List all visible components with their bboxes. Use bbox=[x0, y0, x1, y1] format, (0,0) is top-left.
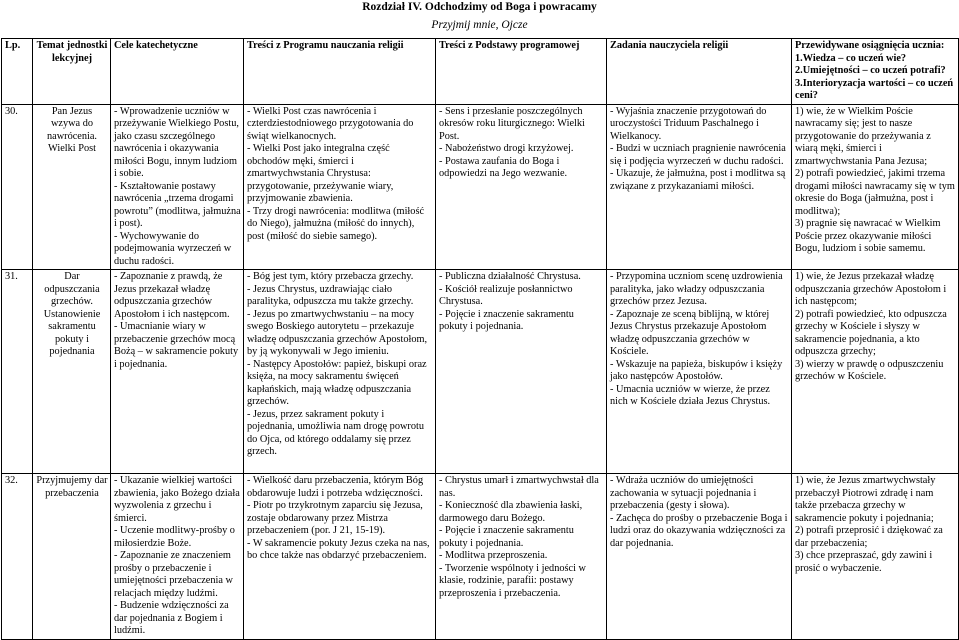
cell-outcomes bbox=[792, 270, 959, 474]
cell-text-line: Przyjmujemy dar przebaczenia bbox=[36, 475, 108, 499]
cell-goals bbox=[111, 474, 244, 640]
table-row bbox=[2, 104, 959, 270]
cell-text-line: - Pojęcie i znaczenie sakramentu pokuty i pojednania. bbox=[439, 525, 574, 549]
table-row bbox=[2, 270, 959, 474]
cell-outcomes bbox=[792, 474, 959, 640]
cell-text-line: 1) wie, że Jezus zmartwychwstały przebaczył Piotrowi zdradę i nam także przebacza grzechy w sakramencie pokuty i pojednania; bbox=[795, 475, 936, 524]
col-header-lp: Lp. bbox=[2, 39, 33, 105]
cell-text-line: - Sens i przesłanie poszczególnych okresów roku liturgicznego: Wielki Post. bbox=[439, 105, 585, 142]
cell-lp bbox=[2, 474, 33, 640]
cell-text-line: - Zapoznaje ze sceną biblijną, w której Jezus Chrystus przekazuje Apostołom władzę odpuszczania grzechów w Kościele. bbox=[610, 308, 770, 357]
cell-text-line: 2) potrafi przeprosić i dziękować za dar przebaczenia; bbox=[795, 525, 943, 549]
cell-tasks bbox=[607, 474, 792, 640]
cell-text-line: - Zapoznanie z prawdą, że Jezus przekazał władzę odpuszczania grzechów Apostołom i ich następcom. bbox=[114, 271, 230, 320]
cell-text-line: - Wielki Post czas nawrócenia i czterdziestodniowego przygotowania do świąt wielkanocnych. bbox=[247, 105, 414, 142]
cell-text-line: Dar odpuszczania grzechów. Ustanowienie sakramentu pokuty i pojednania bbox=[43, 271, 101, 357]
cell-text-line: 3) pragnie się nawracać w Wielkim Poście przez okazywanie miłości Bogu, ludziom i sobie samemu. bbox=[795, 218, 941, 254]
cell-text-line: 2) potrafi powiedzieć, jakimi trzema drogami miłości nawracamy się w tym okresie do Boga (jałmużna, post i modlitwa); bbox=[795, 168, 955, 217]
cell-text-line: - Umacnia uczniów w wierze, że przez nich w Kościele działa Jezus Chrystus. bbox=[610, 383, 771, 407]
lesson-subtitle: Przyjmij mnie, Ojcze bbox=[431, 19, 528, 31]
cell-text-line: - Wielkość daru przebaczenia, którym Bóg obdarowuje ludzi i potrzeba wdzięczności. bbox=[247, 475, 424, 499]
col-header-outcomes bbox=[792, 39, 959, 105]
cell-core bbox=[436, 104, 607, 270]
cell-text-line: 31. bbox=[5, 271, 18, 282]
cell-tasks bbox=[607, 270, 792, 474]
outcomes-header-line: 3.Interioryzacja wartości – co uczeń ceni? bbox=[795, 77, 954, 101]
cell-topic bbox=[33, 474, 111, 640]
cell-goals bbox=[111, 104, 244, 270]
cell-text-line: - Ukazanie wielkiej wartości zbawienia, jako Bożego działa wyzwolenia z grzechu i śmierci. bbox=[114, 475, 240, 524]
cell-text-line: - Wielki Post jako integralna część obchodów męki, śmierci i zmartwychwstania Chrystusa: przygotowanie, przeżywanie wiary, przyjmowanie zbawienia. bbox=[247, 143, 394, 204]
col-header-tasks: Zadania nauczyciela religii bbox=[607, 39, 792, 105]
cell-text-line: - Wdraża uczniów do umiejętności zachowania w sytuacji pojednania i przebaczenia (gesty i słowa). bbox=[610, 475, 757, 511]
cell-text-line: - Postawa zaufania do Boga i odpowiedzi na Jego wezwanie. bbox=[439, 155, 568, 179]
cell-outcomes bbox=[792, 104, 959, 270]
cell-text-line: - Tworzenie wspólnoty i jedności w klasie, rodzinie, parafii: postawy przeproszenia i przebaczenia. bbox=[439, 562, 586, 599]
cell-text-line: - Przypomina uczniom scenę uzdrowienia paralityka, jako władzy odpuszczania grzechów przez Jezusa. bbox=[610, 271, 783, 307]
cell-text-line: - Jezus Chrystus, uzdrawiając ciało paralityka, odpuszcza mu także grzechy. bbox=[247, 283, 414, 307]
col-header-core: Treści z Podstawy programowej bbox=[436, 39, 607, 105]
cell-text-line: - Pojęcie i znaczenie sakramentu pokuty i pojednania. bbox=[439, 308, 574, 332]
cell-text-line: - Bóg jest tym, który przebacza grzechy. bbox=[247, 271, 414, 282]
cell-text-line: - Trzy drogi nawrócenia: modlitwa (miłość do Niego), jałmużna (miłość do innych), post (miłość do siebie samego). bbox=[247, 205, 425, 242]
cell-program bbox=[244, 474, 436, 640]
cell-text-line: - Wskazuje na papieża, biskupów i księży jako następców Apostołów. bbox=[610, 358, 783, 382]
cell-lp bbox=[2, 104, 33, 270]
cell-text-line: 1) wie, że w Wielkim Poście nawracamy się; jest to nasze przygotowanie do przeżywania z wiarą męki, śmierci i zmartwychwstania Pana Jezusa; bbox=[795, 105, 931, 167]
table-header-row bbox=[2, 39, 959, 105]
curriculum-table bbox=[1, 38, 959, 640]
cell-text-line: - W sakramencie pokuty Jezus czeka na nas, bo chce także nas obdarzyć przebaczeniem. bbox=[247, 537, 430, 561]
chapter-title: Rozdział IV. Odchodzimy od Boga i powracamy bbox=[362, 1, 597, 13]
outcomes-header-line: Przewidywane osiągnięcia ucznia: bbox=[795, 40, 945, 51]
document-header bbox=[0, 0, 959, 32]
cell-text-line: - Zapoznanie ze znaczeniem prośby o przebaczenie i umiejętności przebaczenia w relacjach między ludźmi. bbox=[114, 550, 233, 599]
cell-core bbox=[436, 474, 607, 640]
cell-text-line: - Jezus po zmartwychwstaniu – na mocy swego Boskiego autorytetu – przekazuje władzę odpuszczania grzechów Apostołom, by ją wykonywali w Jego imieniu. bbox=[247, 308, 428, 357]
cell-text-line: 30. bbox=[5, 105, 18, 117]
cell-text-line: - Chrystus umarł i zmartwychwstał dla nas. bbox=[439, 475, 599, 499]
cell-text-line: - Modlitwa przeproszenia. bbox=[439, 550, 548, 561]
cell-text-line: - Ukazuje, że jałmużna, post i modlitwa są związane z przykazaniami miłości. bbox=[610, 168, 786, 192]
cell-text-line: - Kształtowanie postawy nawrócenia „trzema drogami powrotu” (modlitwa, jałmużna i post). bbox=[114, 180, 241, 229]
cell-text-line: - Wprowadzenie uczniów w przeżywanie Wielkiego Postu, jako czasu szczególnego nawrócenia i okazywania miłości Bogu, innym ludziom i sobie. bbox=[114, 105, 239, 179]
cell-text-line: - Uczenie modlitwy-prośby o miłosierdzie Boże. bbox=[114, 525, 235, 549]
cell-text-line: - Budzi w uczniach pragnienie nawrócenia się i podjęcia wyrzeczeń w duchu radości. bbox=[610, 143, 786, 167]
cell-text-line: - Publiczna działalność Chrystusa. bbox=[439, 271, 581, 282]
cell-text-line: 3) wierzy w prawdę o odpuszczeniu grzechów w Kościele. bbox=[795, 358, 944, 382]
col-header-goals: Cele katechetyczne bbox=[111, 39, 244, 105]
cell-text-line: - Kościół realizuje posłannictwo Chrystusa. bbox=[439, 283, 573, 307]
outcomes-header-line: 1.Wiedza – co uczeń wie? bbox=[795, 52, 907, 64]
cell-program bbox=[244, 104, 436, 270]
cell-text-line: - Jezus, przez sakrament pokuty i pojednania, umożliwia nam drogę powrotu do Ojca, od którego oddalamy się przez grzech. bbox=[247, 408, 425, 457]
cell-core bbox=[436, 270, 607, 474]
cell-program bbox=[244, 270, 436, 474]
cell-text-line: 3) chce przepraszać, gdy zawini i prosić o wybaczenie. bbox=[795, 550, 933, 574]
cell-text-line: - Wychowywanie do podejmowania wyrzeczeń w duchu radości. bbox=[114, 230, 232, 267]
col-header-program: Treści z Programu nauczania religii bbox=[244, 39, 436, 105]
cell-text-line: - Wyjaśnia znaczenie przygotowań do uroczystości Triduum Paschalnego i Wielkanocy. bbox=[610, 105, 767, 142]
cell-text-line: - Konieczność dla zbawienia łaski, darmowego daru Bożego. bbox=[439, 500, 583, 524]
cell-text-line: 2) potrafi powiedzieć, kto odpuszcza grzechy w Kościele i słyszy w sakramencie pojednania, a kto odpuszcza grzechy; bbox=[795, 308, 947, 357]
cell-topic bbox=[33, 104, 111, 270]
outcomes-header-line: 2.Umiejętności – co uczeń potrafi? bbox=[795, 65, 946, 76]
cell-text-line: - Nabożeństwo drogi krzyżowej. bbox=[439, 143, 574, 154]
cell-text-line: Pan Jezus wzywa do nawrócenia. Wielki Post bbox=[46, 105, 98, 154]
cell-text-line: - Budzenie wdzięczności za dar pojednania z Bogiem i ludźmi. bbox=[114, 600, 229, 636]
table-row bbox=[2, 474, 959, 640]
cell-topic bbox=[33, 270, 111, 474]
col-header-topic: Temat jednostki lekcyjnej bbox=[33, 39, 111, 105]
cell-lp bbox=[2, 270, 33, 474]
cell-text-line: - Umacnianie wiary w przebaczenie grzechów mocą Bożą – w sakramencie pokuty i pojednania. bbox=[114, 321, 239, 370]
cell-tasks bbox=[607, 104, 792, 270]
cell-text-line: - Zachęca do prośby o przebaczenie Boga i ludzi oraz do okazywania wdzięczności za dar pojednania. bbox=[610, 512, 788, 549]
cell-goals bbox=[111, 270, 244, 474]
cell-text-line: - Piotr po trzykrotnym zaparciu się Jezusa, zostaje obdarowany przez Mistrza przebaczeniem (por. J 21, 15-19). bbox=[247, 500, 423, 536]
cell-text-line: 1) wie, że Jezus przekazał władzę odpuszczania grzechów Apostołom i ich następcom; bbox=[795, 271, 947, 307]
cell-text-line: 32. bbox=[5, 475, 18, 486]
cell-text-line: - Następcy Apostołów: papież, biskupi oraz księża, na mocy sakramentu święceń kapłańskich, mają władzę odpuszczania grzechów. bbox=[247, 358, 427, 407]
